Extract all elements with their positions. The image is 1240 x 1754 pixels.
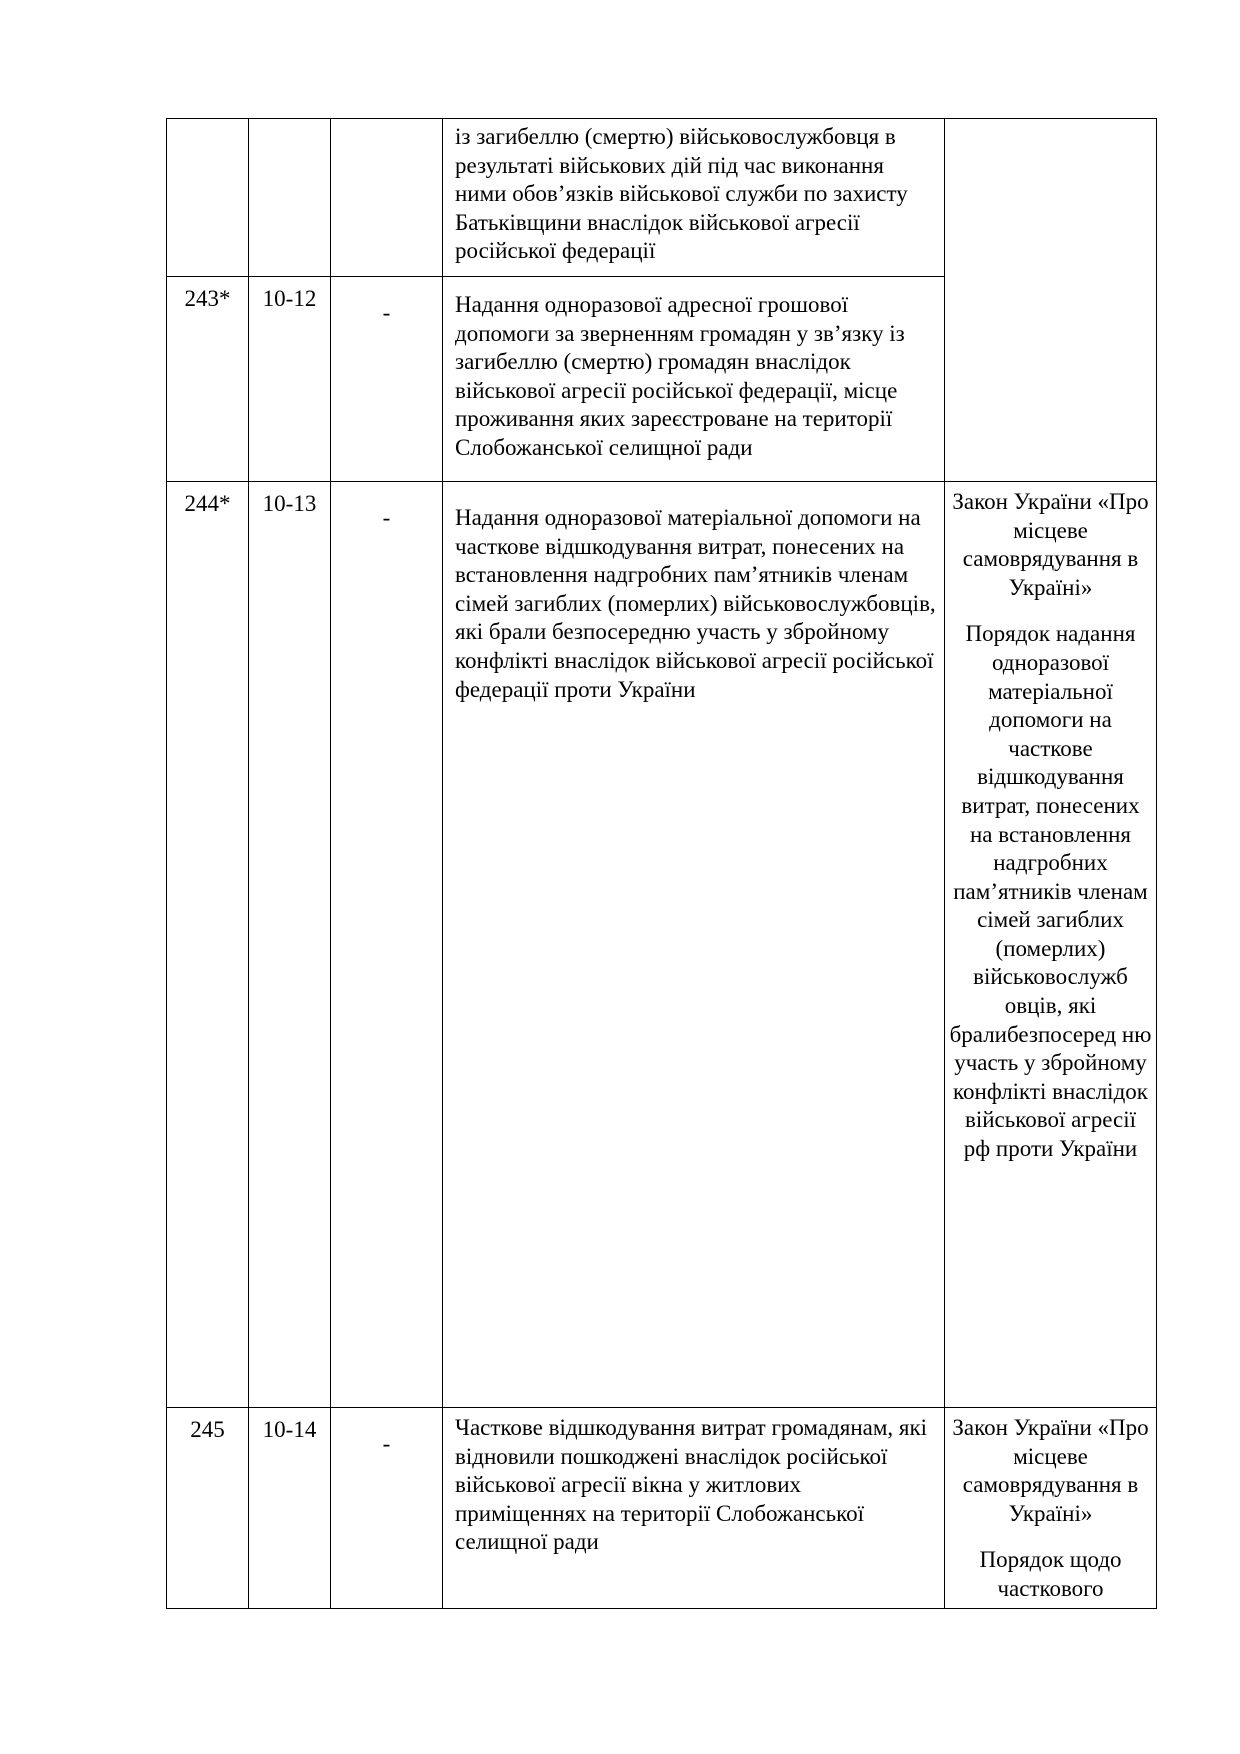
mark-dash: - <box>382 504 391 530</box>
mark-cell <box>331 276 443 481</box>
basis-cell <box>945 481 1157 1407</box>
code-cell <box>249 276 331 481</box>
number-cell <box>167 276 249 481</box>
description-cell <box>443 481 945 1407</box>
number-cell <box>167 481 249 1407</box>
table-row-continuation <box>167 119 1157 277</box>
table-row-244 <box>167 481 1157 1407</box>
description-cell <box>443 1407 945 1608</box>
service-description: Часткове відшкодування витрат громадянам, які відновили пошкоджені внаслідок російської військової агресії вікна у житлових приміщеннях на території Слобожанської селищної ради <box>455 1414 928 1555</box>
basis-order: Порядок щодо часткового <box>979 1547 1122 1601</box>
code-cell <box>249 481 331 1407</box>
description-cell <box>443 276 945 481</box>
mark-cell <box>331 1407 443 1608</box>
service-description: Надання одноразової адресної грошової допомоги за зверненням громадян у зв’язку із загибеллю (смертю) громадян внаслідок військової агресії російської федерації, місце проживання яких зареєстроване на території Слобожанської селищної ради <box>455 291 905 460</box>
mark-dash: - <box>382 299 391 325</box>
basis-order: Порядок надання одноразової матеріальної допомоги на часткове відшкодування витрат, понесених на встановлення надгробних пам’ятників членам сімей загиблих (померлих) військовослужб овців, які бралибезпосеред ню участь у збройному конфлікті внаслідок військової агресії рф проти України <box>949 621 1152 1162</box>
code-cell <box>249 1407 331 1608</box>
service-description: із загибеллю (смертю) військовослужбовця в результаті військових дій під час виконання ними обов’язків військової служби по захисту Батьківщини внаслідок військової агресії російської федерації <box>455 124 908 264</box>
mark-cell <box>331 119 443 277</box>
number-cell <box>167 119 249 277</box>
basis-law: Закон України «Про місцеве самоврядування в Україні» <box>952 1414 1149 1526</box>
service-description: Надання одноразової матеріальної допомоги на часткове відшкодування витрат, понесених на встановлення надгробних пам’ятників членам сімей загиблих (померлих) військовослужбовців, які брали безпосередню участь у збройному конфлікті внаслідок військової агресії російської федерації проти України <box>455 504 936 702</box>
code-cell <box>249 119 331 277</box>
service-code: 10-13 <box>262 490 317 516</box>
row-number: 244* <box>184 490 231 516</box>
basis-cell <box>945 119 1157 482</box>
table-row-245 <box>167 1407 1157 1608</box>
basis-cell <box>945 1407 1157 1608</box>
services-table <box>166 118 1157 1609</box>
basis-law: Закон України «Про місцеве самоврядування в Україні» <box>952 488 1149 600</box>
description-cell <box>443 119 945 277</box>
number-cell <box>167 1407 249 1608</box>
mark-cell <box>331 481 443 1407</box>
service-code: 10-14 <box>262 1416 317 1442</box>
service-code: 10-12 <box>262 285 317 311</box>
row-number: 245 <box>190 1416 225 1442</box>
row-number: 243* <box>184 285 231 311</box>
mark-dash: - <box>382 1430 391 1456</box>
